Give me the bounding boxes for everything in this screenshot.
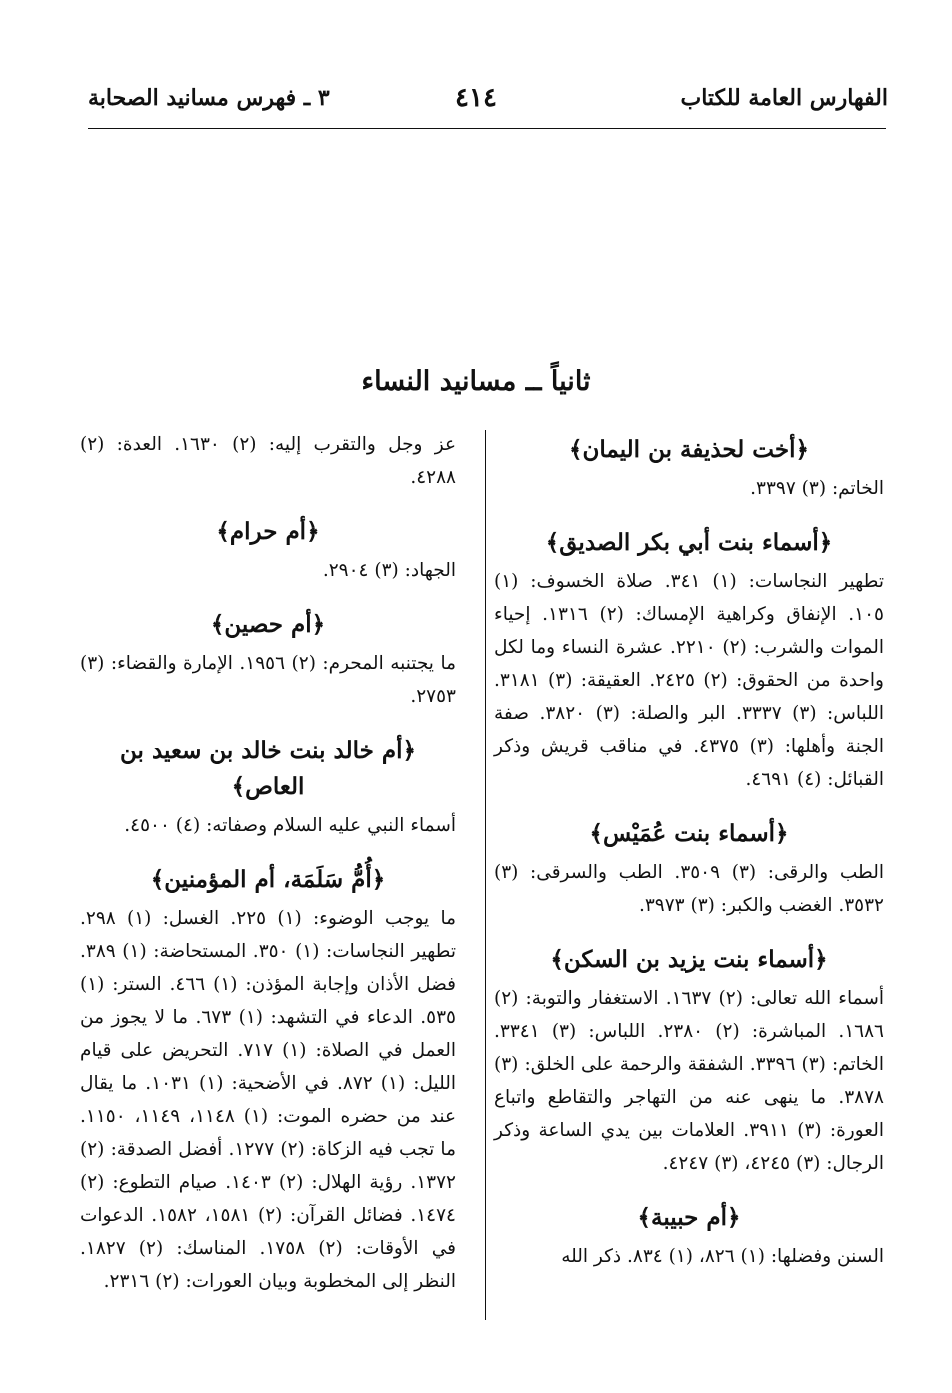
entry-body: ما يوجب الوضوء: (١) ٢٢٥. الغسل: (١) ٢٩٨. تطهير النجاسات: (١) ٣٥٠. المستحاضة: (١) ٣٨٩. فضل الأذان وإجابة المؤذن: (١) ٤٦٦. الستر: (١) ٥٣٥. الدعاء في التشهد: (١) ٦٧٣. ما لا يجوز من العمل في الصلاة: (١) ٧١٧. التحريض على قيام الليل: (١) ٨٧٢. في الأضحية: (١) ١٠٣١. ما يقال عند من حضره الموت: (١) ١١٤٨، ١١٤٩، ١١٥٠. ما تجب فيه الزكاة: (٢) ١٢٧٧. أفضل الصدقة: (٢) ١٣٧٢. رؤية الهلال: (٢) ١٤٠٣. صيام التطوع: (٢) ١٤٧٤. فضائل القرآن: (٢) ١٥٨١، ١٥٨٢. الدعوات في الأوقات: (٢) ١٧٥٨. المناسك: (٢) ١٨٢٧. النظر إلى المخطوبة وبيان العورات: (٢) ٢٣١٦. <box>80 908 457 1292</box>
entry-heading: ﴿أسماء بنت عُمَيْس﴾ <box>589 820 789 847</box>
entry-heading: ﴿أم حصين﴾ <box>210 611 326 638</box>
entry-body: تطهير النجاسات: (١) ٣٤١. صلاة الخسوف: (١) ١٠٥. الإنفاق وكراهية الإمساك: (٢) ١٣١٦. إحياء الموات والشرب: (٢) ٢٢١٠. عشرة النساء وما لكل واحدة من الحقوق: (٢) ٢٤٢٥. العقيقة: (٣) ٣١٨١. اللباس: (٣) ٣٣٣٧. البر والصلة: (٣) ٣٨٢٠. صفة الجنة وأهلها: (٣) ٤٣٧٥. في مناقب قريش وذكر القبائل: (٤) ٤٦٩١. <box>494 571 884 790</box>
entry-heading: ﴿أُمُّ سَلَمَة، أم المؤمنين﴾ <box>150 866 386 893</box>
entry-heading: ﴿أم حرام﴾ <box>216 518 320 545</box>
index-entry <box>494 1200 884 1273</box>
index-entry <box>494 942 884 1180</box>
left-column <box>80 428 456 1298</box>
entry-heading: ﴿أم حبيبة﴾ <box>637 1204 741 1231</box>
index-entry <box>80 514 456 587</box>
entry-body: السنن وفضلها: (١) ٨٢٦، (١) ٨٣٤. ذكر الله <box>561 1246 884 1267</box>
entry-body: الطب والرقى: (٣) ٣٥٠٩. الطب والسرقى: (٣) ٣٥٣٢. الغضب والكبر: (٣) ٣٩٧٣. <box>494 862 884 916</box>
entry-body: الخاتم: (٣) ٣٣٩٧. <box>750 478 884 499</box>
index-entry <box>80 733 456 842</box>
entry-body: أسماء النبي عليه السلام وصفاته: (٤) ٤٥٠٠. <box>124 815 456 836</box>
index-entry <box>80 862 456 1298</box>
entry-body: أسماء الله تعالى: (٢) ١٦٣٧. الاستغفار والتوبة: (٢) ١٦٨٦. المباشرة: (٢) ٢٣٨٠. اللباس: (٣) ٣٣٤١. الخاتم: (٣) ٣٣٩٦. الشفقة والرحمة على الخلق: (٣) ٣٨٧٨. ما ينهى عنه من التهاجر والتقاطع واتباع العورة: (٣) ٣٩١١. العلامات بين يدي الساعة وذكر الرجال: (٣) ٤٢٤٥، (٣) ٤٢٤٧. <box>494 988 885 1174</box>
header-rule <box>88 128 886 129</box>
index-entry <box>494 816 884 922</box>
entry-body: الجهاد: (٣) ٢٩٠٤. <box>322 560 456 581</box>
column-divider <box>485 430 486 1320</box>
entry-body: ما يجتنبه المحرم: (٢) ١٩٥٦. الإمارة والقضاء: (٣) ٢٧٥٣. <box>80 653 456 707</box>
index-entry <box>494 432 884 505</box>
index-entry <box>80 607 456 713</box>
right-column <box>494 428 884 1273</box>
entry-heading: ﴿أسماء بنت يزيد بن السكن﴾ <box>550 946 828 973</box>
running-header-section: ٣ ـ فهرس مسانيد الصحابة <box>88 85 330 111</box>
page-number: ٤١٤ <box>455 83 497 113</box>
entry-heading: ﴿أسماء بنت أبي بكر الصديق﴾ <box>545 529 833 556</box>
index-entry <box>494 525 884 796</box>
entry-continuation: عز وجل والتقرب إليه: (٢) ١٦٣٠. العدة: (٢) ٤٢٨٨. <box>80 434 456 488</box>
entry-heading: ﴿أخت لحذيفة بن اليمان﴾ <box>569 436 809 463</box>
entry-heading: ﴿أم خالد بنت خالد بن سعيد بن العاص﴾ <box>120 737 416 800</box>
running-header-title: الفهارس العامة للكتاب <box>680 85 888 111</box>
section-title: ثانياً ــ مسانيد النساء <box>361 366 591 397</box>
